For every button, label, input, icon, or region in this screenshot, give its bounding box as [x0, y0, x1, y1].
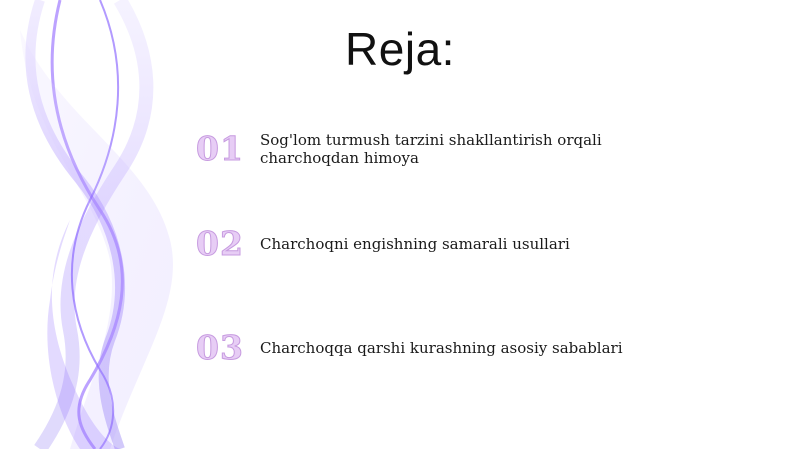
slide-title: Reja: [345, 23, 455, 75]
agenda-item-1 [196, 129, 736, 168]
agenda-text-1: Sog'lom turmush tarzini shakllantirish orqali charchoqdan himoya [260, 130, 602, 167]
agenda-item-2 [196, 224, 736, 263]
agenda-number-3: 03 [196, 328, 244, 367]
agenda-item-3 [196, 328, 736, 367]
agenda-text-2: Charchoqni engishning samarali usullari [260, 234, 570, 253]
agenda-text-3: Charchoqqa qarshi kurashning asosiy sabablari [260, 338, 623, 357]
agenda-number-1: 01 [196, 129, 244, 168]
agenda-number-2: 02 [196, 224, 244, 263]
purple-smoke-decoration [0, 0, 200, 449]
